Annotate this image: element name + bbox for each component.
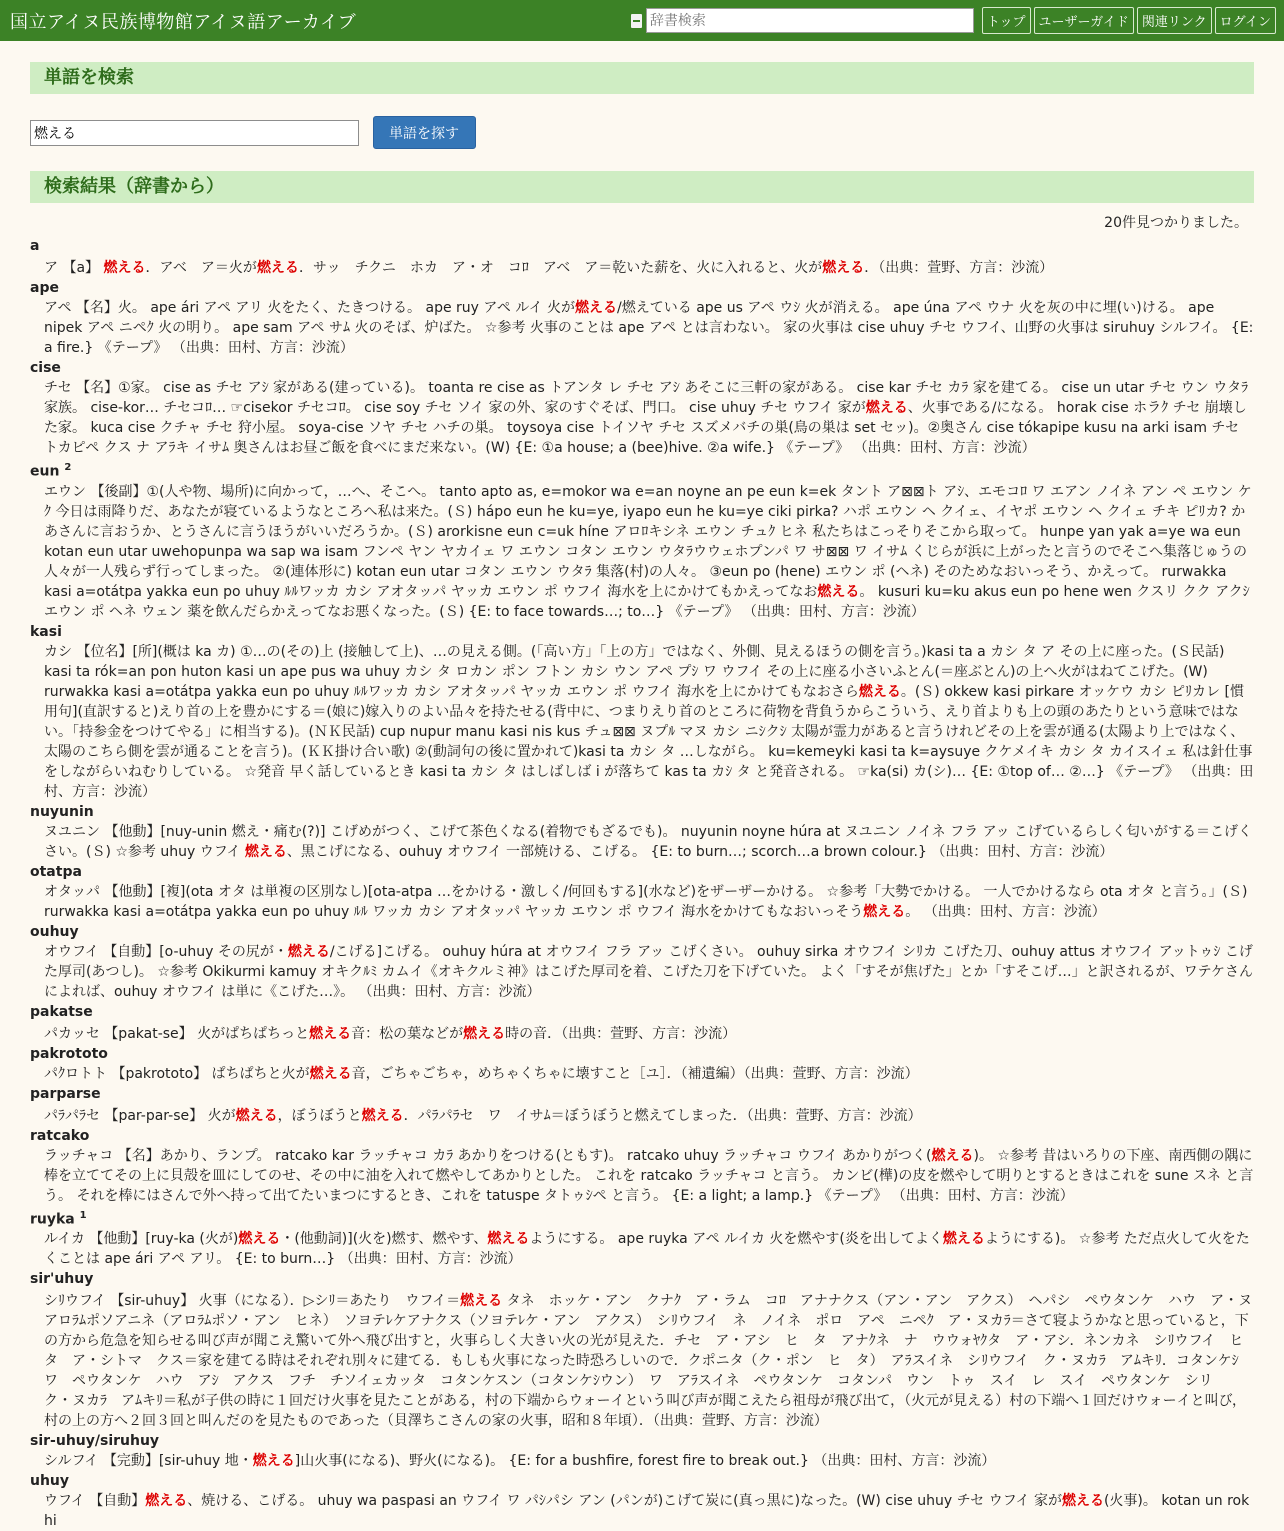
entry-definition: チセ 【名】①家。 cise as チセ アｼ 家がある(建っている)。 toanta re cise as トアンタ レ チセ アｼ あそこに三軒の家がある。 cise kar チセ カﾗ 家を建てる。 cise un utar チセ ウン ウタﾗ 家族。 cise-kor… チセコﾛ… ☞cisekor チセコﾛ。 cise soy チセ ソイ 家の外、家のすぐそば、門口。 cise uhuy チセ ウフイ 家が燃える、火事である/になる。 horak cise ホラｸ チセ 崩壊した家。 kuca cise クチャ チセ 狩小屋。 soya-cise ソヤ チセ ハチの巣。 toysoya cise トイソヤ チセ スズメバチの巣(鳥の巣は set セッ)。②奥さん cise tókapipe kusu na arki isam チセ トカピペ クス ナ アﾗキ イサﾑ 奥さんはお昼ご飯を食べにまだ来ない。(W) {E: ①a house; a (bee)hive. ②a wife.} 《テープ》 （出典：田村、方言：沙流） [44,380,1249,456]
entry-word: ruyka $^1$ [30,1209,87,1228]
nav-user-guide[interactable]: ユーザーガイド [1034,7,1134,34]
entry-word: sir'uhuy [30,1271,94,1288]
entry-definition: シﾘウフイ 【sir-uhuy】 火事（になる）．▷シﾘ＝あたり ウフイ＝燃える タネ ホッケ・アン クナｸ ア・ラム コﾛ アナナクス（アン・アン アクス） ヘパシ ペウタンケ ハウ ア・ヌ アロﾗﾑポソアニネ（アロﾗﾑポソ・アン ヒネ） ソヨテﾚケアナクス（ソヨテﾚケ・アン アクス） シﾘウフイ ネ ノイネ ポロ アペ ニペｸ ア・ヌカﾗ＝さて寝ようかなと思っていると，下の方から危急を知らせる叫び声が聞こえ驚いて外へ飛び出すと，火事らしく大きい火の光が見えた．チセ ア・アシ ヒ タ アナｸネ ナ ウウォﾔｸタ ア・アシ．ネンカネ シﾘウフイ ヒ タ ア・シトマ クス＝家を建てる時はそれぞれ別々に建てる．もしも火事になった時恐ろしいので．クポニタ（ク・ポン ヒ タ） アﾗスイネ シﾘウフイ ク・ヌカﾗ アﾑキﾘ．コタンケｼ ワ ペウタンケ ハウ アｼ アクス フチ チソイェカッタ コタンケスン（コタンケｼウン） ワ アﾗスイネ ペウタンケ コタンパ ウン トゥ スイ レ スイ ペウタンケ シリ ク・ヌカﾗ アﾑキﾘ＝私が子供の時に１回だけ火事を見たことがある，村の下端からウォーイという叫び声が聞こえたら祖母が飛び出て，（火元が見える）村の下端へ１回だけウォーイと叫び，村の上の方へ２回３回と叫んだのを見たものであった（貝澤ちこさんの家の火事，昭和８年頃）．（出典：萱野、方言：沙流） [44,1293,1267,1430]
entry-definition: オウフイ 【自動】[o-uhuy その尻が・燃える/こげる]こげる。 ouhuy húra at オウフイ フラ アッ こげくさい。 ouhuy sirka オウフイ シﾘカ こげた刀、ouhuy attus オウフイ アットゥｼ こげた厚司(あつし)。 ☆参考 Okikurmi kamuy オキクﾙﾐ カムイ《オキクルミ神》はこげた厚司を着、こげた刀を下げていた。 よく「すそが焦げた」とか「すそこげ…」と訳されるが、ワテケさんによれば、ouhuy オウフイ は単に《こげた…》。 （出典：田村、方言：沙流） [44,943,1254,1000]
entry-definition: ヌユニン 【他動】[nuy-unin 燃え・痛む(?)] こげめがつく、こげて茶色くなる(着物でもざるでも)。 nuyunin noyne húra at ヌユニン ノイネ フラ アッ こげているらしく匂いがする＝こげくさい。(Ｓ) ☆参考 uhuy ウフイ 燃える、黒こげになる、ouhuy オウフイ 一部焼ける、こげる。 {E: to burn…; scorch…a brown colour.} （出典：田村、方言：沙流） [44,823,1253,860]
top-navigation-bar [0,0,1284,41]
entry-word: ouhuy [30,923,79,940]
entry-definition: オタッパ 【他動】[複](ota オタ は単複の区別なし)[ota-atpa …をかける・激しく/何回もする](水など)をザーザーかける。 ☆参考「大勢でかける。 一人でかけるなら ota オタ と言う。」(Ｓ) rurwakka kasi a=otátpa yakka eun po uhuy ﾙﾙ ワッカ カシ アオタッパ ヤッカ エウン ポ ウフイ 海水をかけてもなおいっそう燃える。 （出典：田村、方言：沙流） [44,883,1248,920]
search-highlight: 燃える [103,260,146,276]
search-highlight: 燃える [244,843,287,860]
search-highlight: 燃える [252,1453,295,1470]
entry-word: uhuy [30,1473,70,1490]
word-search-form [30,116,1254,149]
entry-definition: パﾗパﾗセ 【par-par-se】 火が燃える，ぼうぼうと燃える．パﾗパﾗセ ワ イサﾑ＝ぼうぼうと燃えてしまった．（出典：萱野、方言：沙流） [44,1107,922,1124]
site-title[interactable]: 国立アイヌ民族博物館アイヌ語アーカイブ [10,11,357,33]
homonym-number: 1 [79,1209,87,1221]
entry-word: pakatse [30,1003,93,1020]
search-highlight: 燃える [822,260,865,276]
search-highlight: 燃える [931,1147,974,1164]
homonym-number: 2 [64,462,72,473]
entry-word: sir-uhuy/siruhuy [30,1433,160,1450]
entry-definition: ウフイ 【自動】燃える、焼ける、こげる。 uhuy wa paspasi an ウフイ ワ パｼパシ アン (パンが)こげて炭に(真っ黒に)なった。(W) cise uhuy チセ ウフイ 家が燃える(火事)。 kotan un rok hi [44,1493,1250,1530]
entry-word: cise [30,360,61,376]
entry-definition: ルイカ 【他動】[ruy-ka (火が)燃える・(他動詞)](火を)燃す、燃やす、燃えるようにする。 ape ruyka アペ ルイカ 火を燃やす(炎を出してよく燃えるようにする)。 ☆参考 ただ点火して火をたくことは ape ári アペ アリ。 {E: to burn…} （出典：田村、方言：沙流） [44,1231,1250,1268]
search-highlight: 燃える [942,1231,985,1248]
search-highlight: 燃える [575,300,618,316]
search-highlight: 燃える [235,1107,278,1124]
search-highlight: 燃える [858,683,901,700]
search-highlight: 燃える [256,260,299,276]
entry-definition: アペ 【名】火。 ape ári アペ アリ 火をたく、たきつける。 ape ruy アペ ルイ 火が燃える/燃えている ape us アペ ウｼ 火が消える。 ape úna アペ ウナ 火を灰の中に埋(い)ける。 ape nipek アペ ニペｸ 火の明り。 ape sam アペ サﾑ 火のそば、炉ばた。 ☆参考 火事のことは ape アペ とは言わない。 家の火事は cise uhuy チセ ウフイ、山野の火事は siruhuy シルフイ。 {E: a fire.} 《テープ》 （出典：田村、方言：沙流） [44,300,1254,356]
search-highlight: 燃える [463,1025,506,1042]
entry-word: ratcako [30,1127,90,1144]
results-count: 20件見つかりました。 [1104,215,1248,231]
entry-word: parparse [30,1085,101,1102]
nav-top[interactable]: トップ [982,7,1031,34]
search-heading: 単語を検索 [30,62,1254,94]
book-icon [631,14,642,28]
search-highlight: 燃える [309,1025,352,1042]
entry-definition: ラッチャコ 【名】あかり、ランプ。 ratcako kar ラッチャコ カﾗ あかりをつける(ともす)。 ratcako uhuy ラッチャコ ウフイ あかりがつく(燃える)。 ☆参考 昔はいろりの下座、南西側の隅に棒を立ててその上に貝殻を皿にしてのせ、その中に油を入れて燃やしてあかりとした。 これを ratcako ラッチャコ と言う。 カンビ(樺)の皮を燃やして明りとするときはこれを sune スネ と言う。 それを棒にはさんで外へ持って出てたいまつにするとき、これを tatuspe タトゥｼペ と言う。 {E: a light; a lamp.} 《テープ》 （出典：田村、方言：沙流） [44,1147,1254,1204]
results-heading: 検索結果（辞書から） [30,171,1254,203]
dictionary-search [631,8,974,33]
main-nav [982,7,1276,34]
word-search-button-label: 単語を探す [389,125,459,142]
search-highlight: 燃える [460,1293,503,1310]
search-highlight: 燃える [145,1493,188,1510]
nav-related-links[interactable]: 関連リンク [1137,7,1212,34]
entry-word: ape [30,280,59,296]
entry-definition: ア 【a】 燃える．アベ ア＝火が燃える．サッ チクニ ホカ ア・オ コﾛ アベ ア＝乾いた薪を、火に入れると、火が燃える．（出典：萱野、方言：沙流） [44,260,1054,276]
main-content [0,41,1284,1531]
entry-word: eun $^2$ [30,462,72,480]
entry-word: pakrototo [30,1045,108,1062]
entry-word: a [30,238,40,254]
search-highlight: 燃える [487,1231,530,1248]
word-search-input[interactable] [30,120,359,146]
search-highlight: 燃える [238,1231,281,1248]
search-highlight: 燃える [309,1065,352,1082]
word-search-button[interactable] [373,116,476,149]
results-list [30,236,1267,1531]
dictionary-search-input[interactable] [646,8,974,33]
search-highlight: 燃える [817,583,860,600]
entry-definition: パｸロトト 【pakrototo】 ぱちぱちと火が燃える音，ごちゃごちゃ，めちゃくちゃに壊すこと［ユ］．（補遺編）（出典：萱野、方言：沙流） [44,1065,919,1082]
search-highlight: 燃える [863,903,906,920]
entry-definition: エウン 【後副】①(人や物、場所)に向かって，…へ、そこへ。 tanto apto as, e=mokor wa e=an noyne an pe eun k=ek タント ア⊠⊠ト アｼ、エモコﾛ ワ エアン ノイネ アン ペ エウン ケｸ 今日は雨降りだ、あなたが寝ているようなところへ私は来た。(Ｓ) hápo eun he ku=ye, iyapo eun he ku=ye ciki pirka? ハポ エウン ヘ クイェ、イヤポ エウン ヘ クイェ チキ ピﾘカ? かあさんに言おうか、とうさんに言うほうがいいだろうか。(Ｓ) arorkisne eun c=uk híne アロﾛキシネ エウン チュｸ ヒネ 私たちはこっそりそこから取って。 hunpe yan yak a=ye wa eun kotan eun utar uwehopunpa wa sap wa isam フンペ ヤン ヤカイェ ワ エウン コタン エウン ウタﾗウウェホプンパ ワ サ⊠⊠ ワ イサﾑ くじらが浜に上がったと言うのでそこへ集落じゅうの人々が一人残らず行ってしまった。 ②(連体形に) kotan eun utar コタン エウン ウタﾗ 集落(村)の人々。 ③eun po (hene) エウン ポ (ヘネ) そのためなおいっそう、かえって。 rurwakka kasi a=otátpa yakka eun po uhuy ﾙﾙワッカ カシ アオタッパ ヤッカ エウン ポ ウフイ 海水を上にかけてもかえってなお燃える。 kusuri ku=ku akus eun po hene wen クスリ クク アクｼ エウン ポ ヘネ ウェン 薬を飲んだらかえってなお悪くなった。(Ｓ) {E: to face towards…; to…} 《テープ》 （出典：田村、方言：沙流） [44,483,1252,620]
entry-word: otatpa [30,863,82,880]
entry-definition: パカッセ 【pakat-se】 火がぱちぱちっと燃える音：松の葉などが燃える時の音．（出典：萱野、方言：沙流） [44,1025,737,1042]
search-highlight: 燃える [361,1107,404,1124]
nav-login[interactable]: ログイン [1215,7,1276,34]
entry-word: nuyunin [30,803,94,820]
entry-definition: カシ 【位名】[所](概は ka カ) ①…の(その)上 (接触して上)、…の見える側。(「高い方」「上の方」ではなく、外側、見えるほうの側を言う。)kasi ta a カシ タ ア その上に座った。(Ｓ民話) kasi ta rók=an pon huton kasi un ape pus wa uhuy カシ タ ロカン ポン フトン カシ ウン アペ プｼ ワ ウフイ その上に座る小さいふとん(＝座ぶとん)の上へ火がはねてこげた。(W) rurwakka kasi a=otátpa yakka eun po uhuy ﾙﾙワッカ カシ アオタッパ ヤッカ エウン ポ ウフイ 海水を上にかけてもなおさら燃える。(Ｓ) okkew kasi pirkare オッケウ カシ ピﾘカレ [慣用句](直訳すると)えり首の上を豊かにする＝(娘に)嫁入りのよい品々を持たせる(背中に、つまりえり首のところに荷物を背負うからこういう、えり首よりも上の頭のあたりという意味ではない。「持参金をつけてやる」に相当する)。(ＮＫ民話) cup nupur manu kasi nis kus チュ⊠⊠ ヌプﾙ マヌ カシ ニｼクｼ 太陽が霊力があると言うけれどその上を雲が通る(太陽より上ではなく、太陽のこちら側を雲が通ることを言う)。(ＫＫ掛け合い歌) ②(動詞句の後に置かれて)kasi ta カシ タ …しながら。 ku=kemeyki kasi ta k=aysuye クケメイキ カシ タ カイスイェ 私は針仕事をしながらいねむりしている。 ☆発音 早く話しているとき kasi ta カシ タ はしばしば i が落ちて kas ta カｼ タ と発音される。 ☞ka(si) カ(シ)… {E: ①top of… ②…} 《テープ》 （出典：田村、方言：沙流） [44,643,1254,800]
search-highlight: 燃える [287,943,330,960]
search-highlight: 燃える [1061,1493,1104,1510]
entry-word: kasi [30,623,62,640]
entry-definition: シルフイ 【完動】[sir-uhuy 地・燃える]山火事(になる)、野火(になる)。 {E: for a bushfire, forest fire to break out.} （出典：田村、方言：沙流） [44,1453,996,1470]
search-highlight: 燃える [865,400,908,416]
